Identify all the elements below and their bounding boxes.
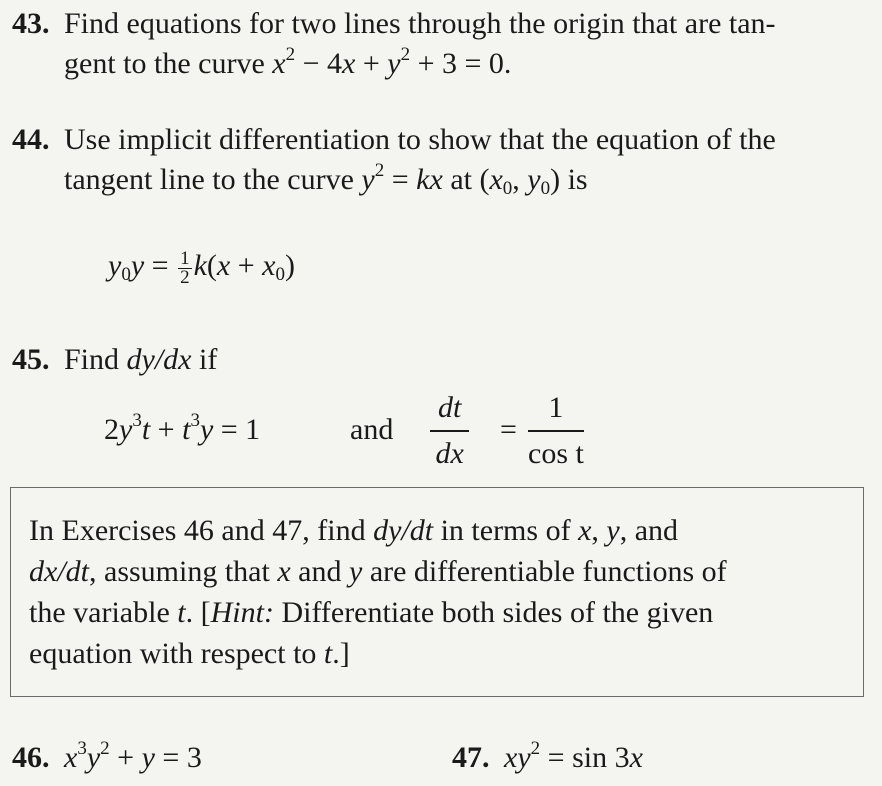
exercise-number: 46. (12, 741, 50, 774)
exercise-text: Use implicit differentiation to show that the equation of the (64, 123, 776, 156)
one-half-fraction: $\frac{1}{2}$ (180, 247, 190, 288)
exercise-text: Find equations for two lines through the origin that are tan- (64, 7, 776, 40)
and-word: and (350, 413, 394, 446)
exercise-number: 47. (452, 741, 490, 774)
one-over-cos-fraction: 1 cos t (528, 388, 584, 474)
instructions-text: In Exercises 46 and 47, find dy/dt in terms of x, y, and dx/dt, assuming that x and y are differentiable functions of the variable t. [Hint: Differentiate both sides of the given equation with respect to t.] (29, 514, 727, 670)
curve-equation: $x^2 - 4x + y^2 + 3 = 0$. (272, 44, 512, 80)
implicit-equation: $2y^3t + t^3y = 1$ (104, 410, 261, 446)
exercise-equation: $xy^2 = \sin 3x$ (504, 738, 643, 774)
exercise-number: 43. (12, 7, 50, 40)
exercise-47 (452, 738, 643, 778)
exercise-number: 45. (12, 343, 50, 376)
exercise-text: tangent line to the curve (64, 163, 354, 196)
instructions-box (10, 487, 864, 697)
exercise-44: 44. Use implicit differentiation to show that the equation of the tangent line to the curve $y^2$ = kx at ($x_0$, $y_0$) is (12, 120, 776, 200)
exercise-text: gent to the curve (64, 47, 265, 80)
dydx-term: dy/dx (126, 343, 192, 376)
dt-dx-fraction: dt dx (430, 388, 469, 474)
tangent-line-equation: $y_0y$ = $\frac{1}{2}$ $k(x + x_0)$ (108, 247, 295, 288)
exercise-45: 45. Find dy/dx if (12, 340, 217, 380)
exercise-equation: $x^3y^2 + y = 3$ (64, 738, 202, 774)
exercise-number: 44. (12, 123, 50, 156)
equals-sign: = (500, 413, 517, 446)
curve-equation: $y^2$ = kx (361, 160, 443, 196)
exercise-46 (12, 738, 202, 778)
exercise-43 (12, 4, 776, 84)
